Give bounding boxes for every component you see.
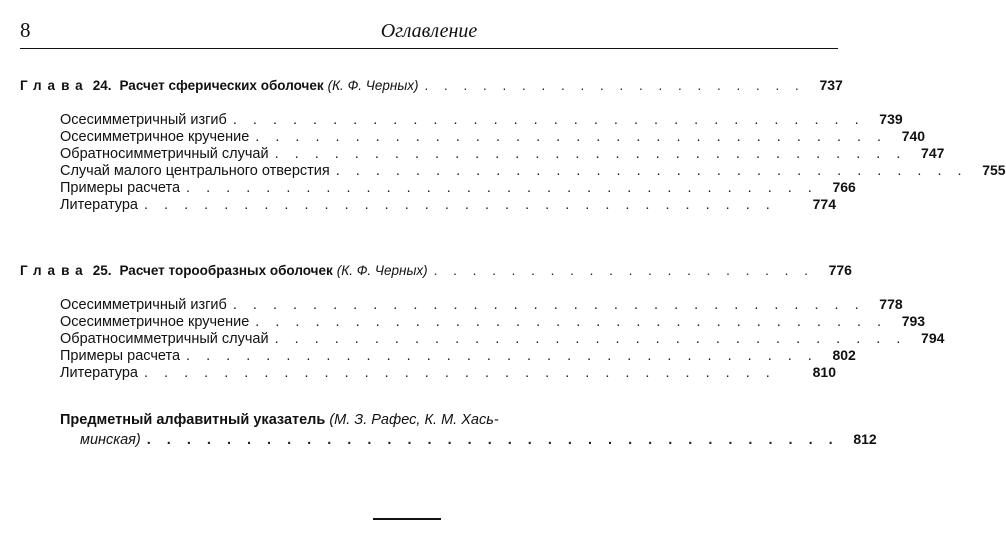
toc-entry-page: 794 (921, 330, 945, 346)
toc-entry (60, 313, 926, 330)
toc-entry-title: Обратносимметричный случай (60, 146, 269, 162)
toc-entry-title: Осесимметричный изгиб (60, 112, 227, 128)
toc-entry (60, 347, 856, 364)
toc-entry-page: 755 (982, 162, 1006, 178)
chapter-page: 776 (828, 262, 852, 278)
toc-entry-page: 802 (832, 347, 856, 363)
dot-leader: . . . . . . . . . . . . . . . . . . . . . . . . . . . . . . . . (232, 112, 865, 128)
chapter-title: Расчет торообразных оболочек (119, 263, 333, 278)
page-header (20, 18, 838, 48)
chapter-page: 737 (819, 77, 843, 93)
dot-leader: . . . . . . . . . . . . . . . . . . . . . . . . . . . . . . . . (144, 197, 776, 213)
toc-entry-page: 778 (879, 296, 903, 312)
toc-entry-page: 740 (901, 128, 926, 144)
toc-entry-page: 774 (812, 196, 836, 212)
toc-entry-title: Обратносимметричный случай (60, 331, 269, 347)
toc-entry (60, 196, 836, 213)
page-number: 8 (20, 18, 31, 42)
chapter-number: 24. (92, 78, 112, 93)
toc-entry-title: Случай малого центрального отверстия (60, 163, 330, 179)
dot-leader: . . . . . . . . . . . . . . . . . . . . . . . . . . . . . . . . (232, 297, 865, 313)
toc-entry (60, 145, 945, 162)
chapter-author: (К. Ф. Черных) (327, 78, 419, 93)
toc-entry-page: 766 (832, 179, 856, 195)
chapter-label: Глава (20, 78, 89, 93)
end-rule (373, 518, 441, 520)
toc-entry-page: 810 (812, 364, 836, 380)
index-author-line1: (М. З. Рафес, К. М. Хась- (329, 412, 499, 428)
toc-entry-page: 739 (879, 111, 903, 127)
toc-entry-title: Осесимметричный изгиб (60, 297, 227, 313)
toc-entry-page: 747 (921, 145, 945, 161)
index-entry-line1 (60, 412, 836, 429)
dot-leader: . . . . . . . . . . . . . . . . . . . . (424, 78, 805, 93)
index-author-line2: минская) (80, 432, 141, 448)
chapter-label: Глава (20, 263, 89, 278)
chapter-title: Расчет сферических оболочек (119, 78, 324, 93)
chapter-number: 25. (92, 263, 112, 278)
dot-leader: . . . . . . . . . . . . . . . . . . . . . . . . . . . . . . . . (255, 129, 888, 145)
dot-leader: . . . . . . . . . . . . . . . . . . . . . . . . . . . . . . . . (274, 146, 907, 162)
index-page: 812 (853, 431, 877, 447)
toc-entry-title: Осесимметричное кручение (60, 129, 250, 145)
chapter-25-heading (20, 262, 852, 279)
toc-entry (60, 330, 945, 347)
toc-entry (60, 364, 836, 381)
dot-leader: . . . . . . . . . . . . . . . . . . . . . . . . . . . . . . . . . . . (146, 432, 839, 448)
toc-entry (60, 111, 903, 128)
toc-entry-title: Примеры расчета (60, 180, 181, 196)
dot-leader: . . . . . . . . . . . . . . . . . . . . (433, 263, 814, 278)
dot-leader: . . . . . . . . . . . . . . . . . . . . . . . . . . . . . . . . (144, 365, 776, 381)
header-rule (20, 48, 838, 49)
toc-entry-title: Примеры расчета (60, 348, 181, 364)
dot-leader: . . . . . . . . . . . . . . . . . . . . . . . . . . . . . . . . (255, 314, 888, 330)
index-entry-line2 (80, 431, 877, 448)
dot-leader: . . . . . . . . . . . . . . . . . . . . . . . . . . . . . . . . (274, 331, 907, 347)
toc-entry-title: Литература (60, 197, 138, 213)
dot-leader: . . . . . . . . . . . . . . . . . . . . . . . . . . . . . . . . (335, 163, 968, 179)
toc-entry-title: Литература (60, 365, 138, 381)
toc-entry (60, 179, 856, 196)
toc-entry-title: Осесимметричное кручение (60, 314, 250, 330)
chapter-24-heading (20, 77, 843, 94)
dot-leader: . . . . . . . . . . . . . . . . . . . . . . . . . . . . . . . . (186, 180, 818, 196)
dot-leader: . . . . . . . . . . . . . . . . . . . . . . . . . . . . . . . . (186, 348, 818, 364)
toc-entry (60, 296, 903, 313)
toc-entry (60, 128, 926, 145)
index-title: Предметный алфавитный указатель (60, 412, 326, 428)
chapter-author: (К. Ф. Черных) (336, 263, 428, 278)
toc-entry-page: 793 (901, 313, 926, 329)
running-title: Оглавление (380, 20, 478, 42)
toc-entry (60, 162, 1006, 179)
